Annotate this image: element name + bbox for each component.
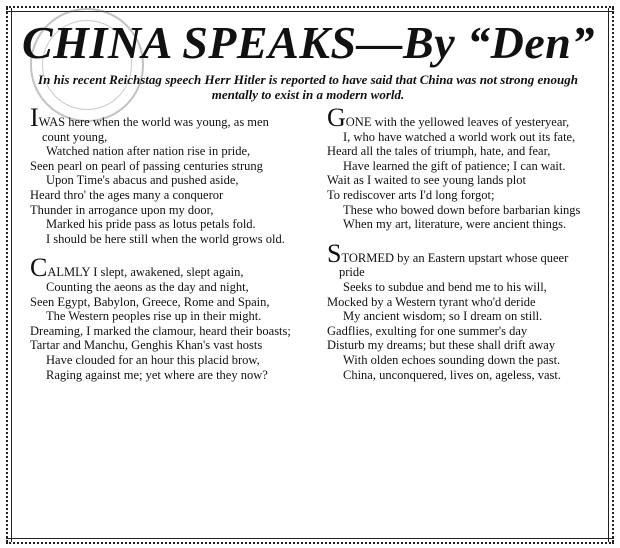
poem-line: Gadflies, exulting for one summer's day (327, 323, 528, 338)
poem-line (30, 103, 298, 144)
poem-line (30, 253, 298, 283)
poem-line: Have learned the gift of patience; I can wait. (343, 158, 566, 173)
intro-paragraph: In his recent Reichstag speech Herr Hitler is reported to have said that China was not strong enough mentally to exist in a modern world. (38, 72, 578, 102)
poem-stanza (327, 103, 595, 232)
poem-line: Upon Time's abacus and pushed aside, (46, 173, 239, 188)
poem-line: To rediscover arts I'd long forgot; (327, 187, 495, 202)
poem-line: I, who have watched a world work out its fate, (343, 129, 576, 144)
ornamental-border-left (6, 8, 12, 542)
poem-line: China, unconquered, lives on, ageless, vast. (343, 367, 562, 382)
poem-line-text: WAS here when the world was young, as men count young, (38, 115, 269, 144)
poem-line: Dreaming, I marked the clamour, heard their boasts; (30, 323, 291, 338)
poem-line: The Western peoples rise up in their might. (46, 309, 262, 324)
poem-stanza (327, 238, 595, 382)
right-column (327, 103, 595, 394)
poem-line: Seen Egypt, Babylon, Greece, Rome and Spain, (30, 294, 270, 309)
poem-stanza (30, 103, 298, 246)
poem-line: Heard all the tales of triumph, hate, and fear, (327, 144, 551, 159)
drop-cap-letter: C (30, 253, 48, 283)
ornamental-border-right (608, 8, 614, 542)
drop-cap-letter: G (327, 103, 346, 132)
poem-line: My ancient wisdom; so I dream on still. (343, 309, 543, 324)
poem-line: I should be here still when the world grows old. (46, 231, 285, 246)
left-column (30, 103, 298, 394)
poem-line: Wait as I waited to see young lands plot (327, 173, 526, 188)
drop-cap-letter: S (327, 238, 342, 268)
poem-line: Heard thro' the ages many a conqueror (30, 187, 224, 202)
poem-line-text: ONE with the yellowed leaves of yesteryear, (345, 115, 570, 129)
poem-line: Mocked by a Western tyrant who'd deride (327, 294, 536, 309)
poem-line-text: ALMLY I slept, awakened, slept again, (47, 265, 244, 280)
poem-line: Thunder in arrogance upon my door, (30, 202, 214, 217)
poem-line: Tartar and Manchu, Genghis Khan's vast hosts (30, 338, 263, 353)
drop-cap-letter: I (30, 103, 39, 132)
poem-line: Watched nation after nation rise in pride, (46, 144, 251, 159)
poem-line: These who bowed down before barbarian kings (343, 202, 581, 217)
poem-line: Disturb my dreams; but these shall drift away (327, 338, 556, 353)
poem-line (327, 238, 595, 280)
poem-line-text: TORMED by an Eastern upstart whose queer pride (339, 250, 569, 280)
poem-line (327, 103, 595, 132)
poem-line: Counting the aeons as the day and night, (46, 279, 249, 294)
poem-line: When my art, literature, were ancient things. (343, 217, 567, 232)
poem-line: Marked his pride pass as lotus petals fold. (46, 217, 256, 232)
poem-title: CHINA SPEAKS—By “Den” (22, 17, 595, 68)
poem-stanza (30, 253, 298, 382)
poem-line: Seen pearl on pearl of passing centuries strung (30, 158, 263, 173)
poem-line: With olden echoes sounding down the past. (343, 352, 561, 367)
poem-line: Raging against me; yet where are they now? (46, 367, 268, 382)
poem-line: Have clouded for an hour this placid brow, (46, 352, 260, 367)
ornamental-border-bottom (6, 538, 614, 544)
poem-line: Seeks to subdue and bend me to his will, (343, 279, 547, 294)
